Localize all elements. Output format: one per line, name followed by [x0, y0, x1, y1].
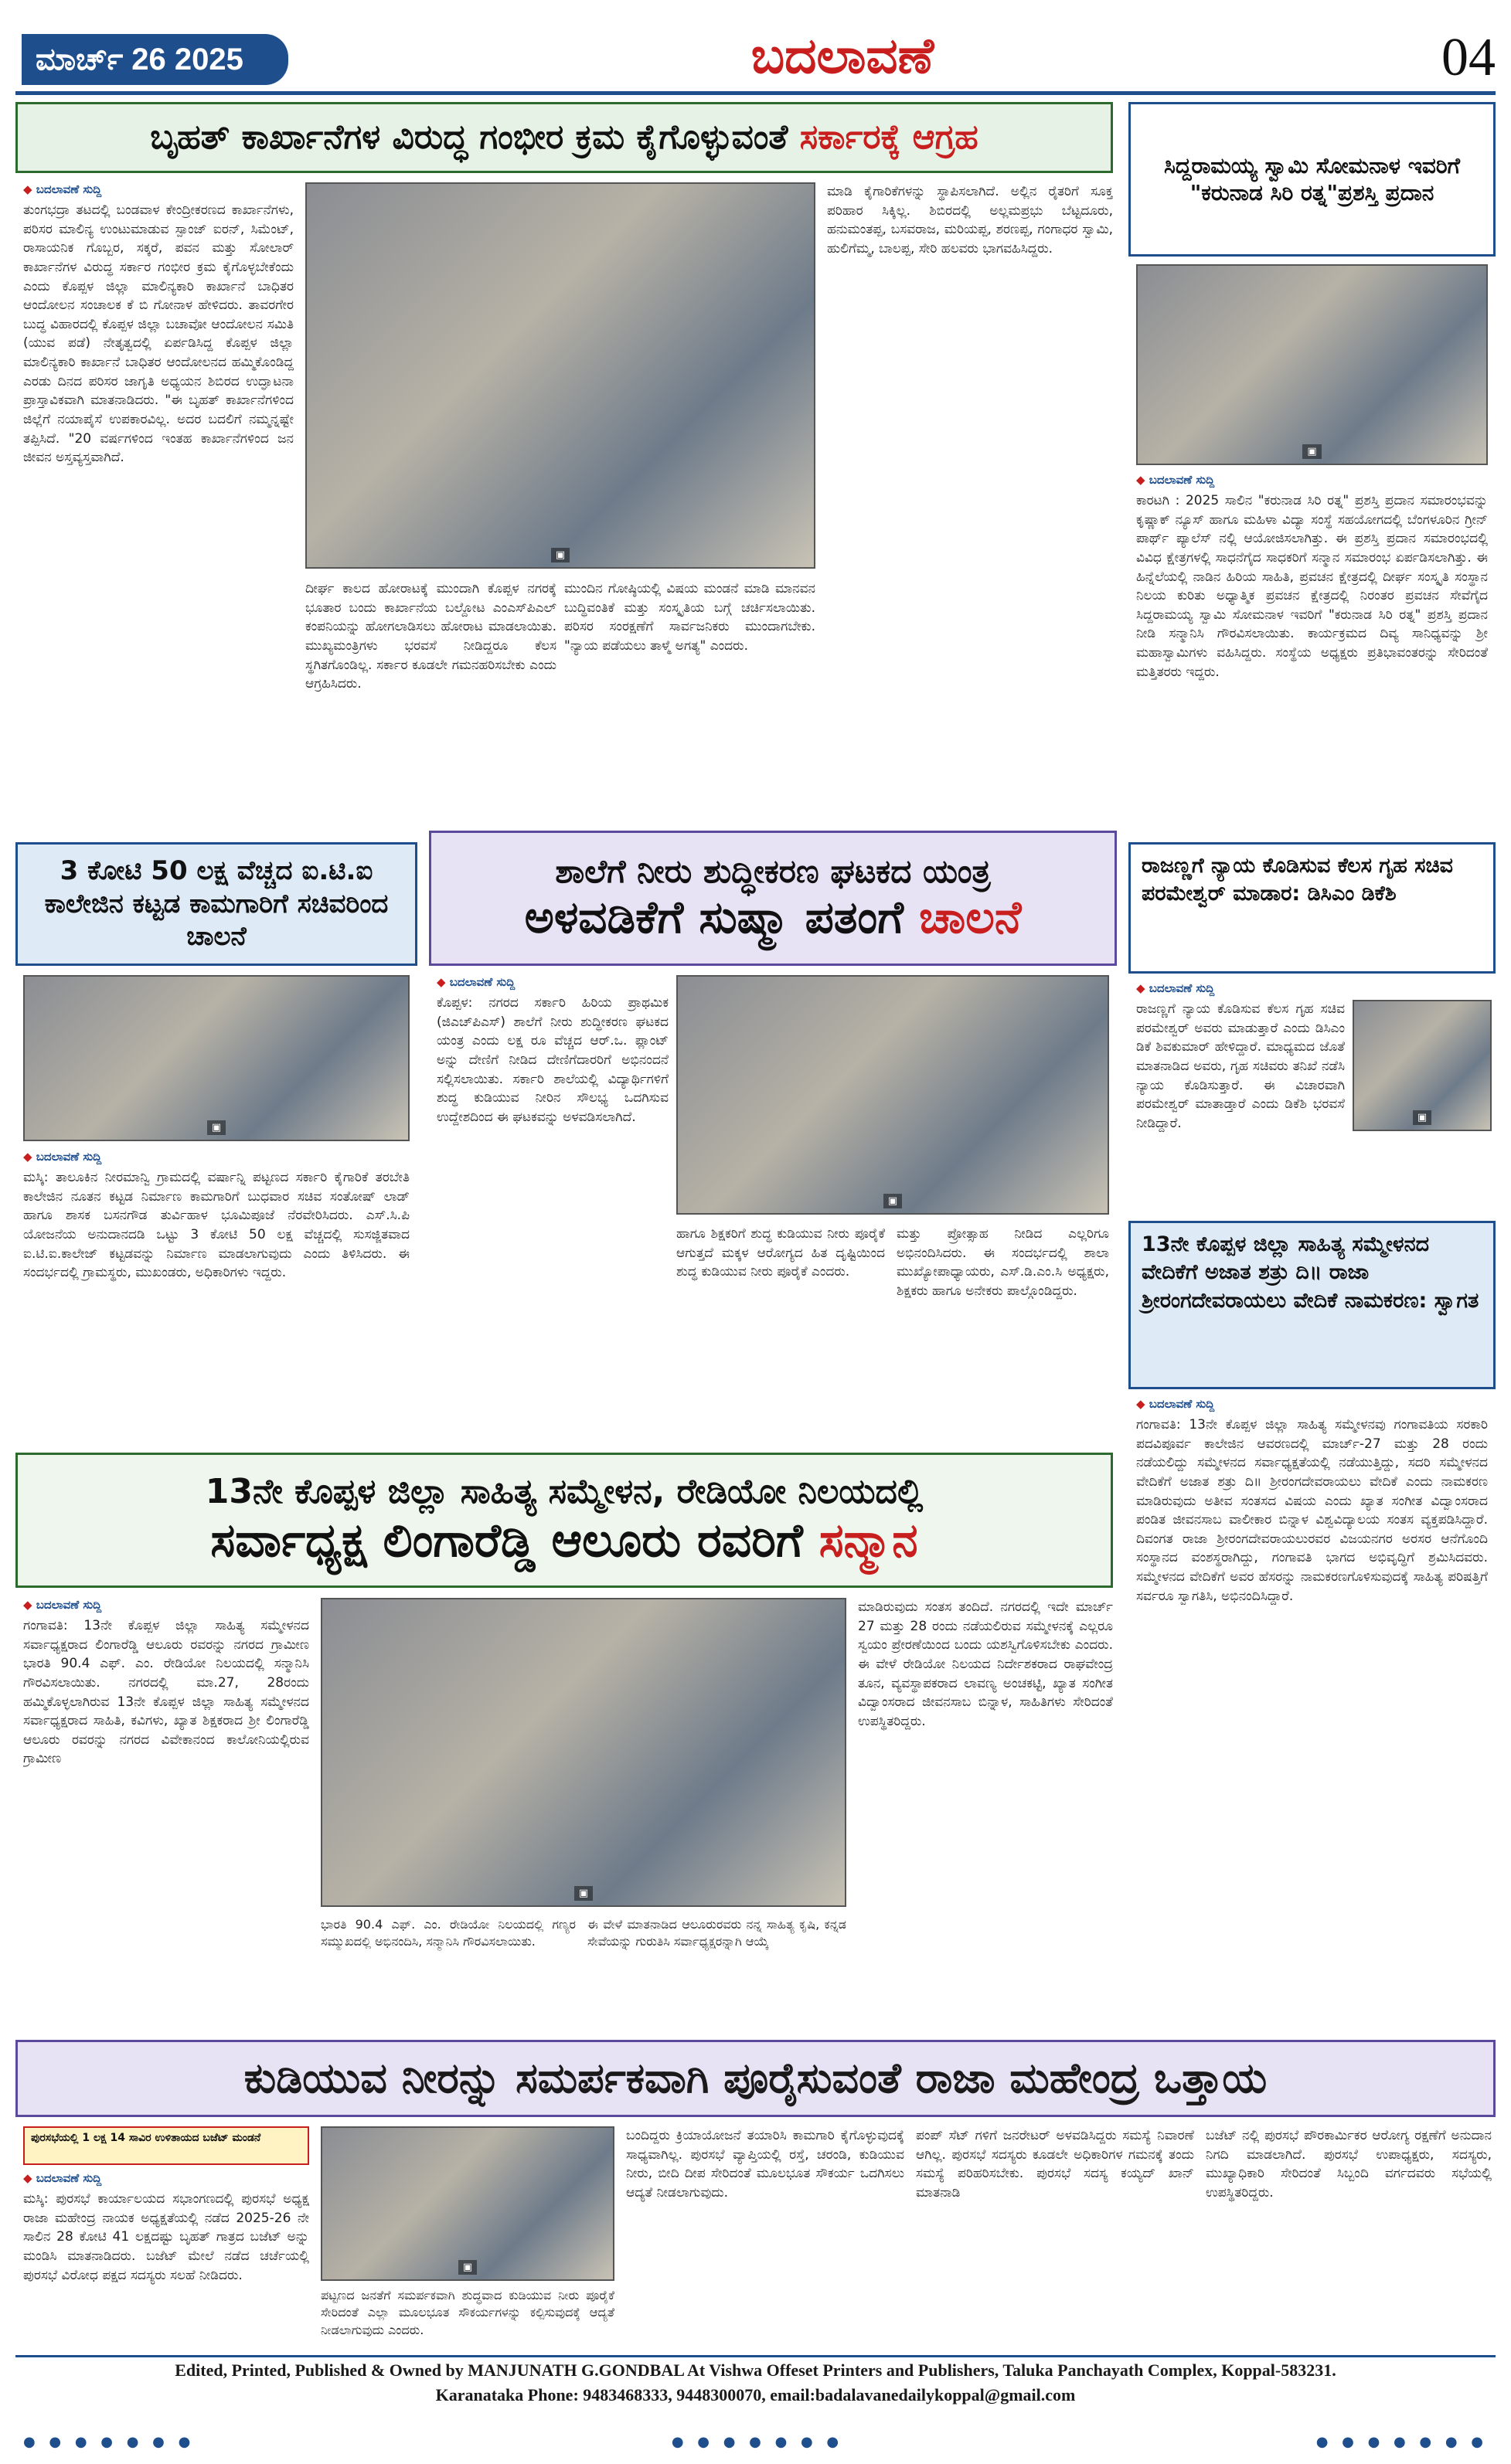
iti-text: ಮಸ್ಕಿ: ತಾಲೂಕಿನ ನೀರಮಾನ್ವಿ ಗ್ರಾಮದಲ್ಲಿ ವರ್ಷಾನ್ನಿ ಪಟ್ಟಣದ ಸರ್ಕಾರಿ ಕೈಗಾರಿಕೆ ತರಬೇತಿ ಕಾಲೇಜಿನ ನೂತನ ಕಟ್ಟಡ ನಿರ್ಮಾಣ ಕಾಮಗಾರಿಗೆ ಬುಧವಾರ ಸಚಿವ ಸಂತೋಷ್ ಲಾಡ್ ಹಾಗೂ ಶಾಸಕ ಬಸನಗೌಡ ತುರ್ವಿಹಾಳ ಭೂಮಿಪೂಜೆ ನೆರವೇರಿಸಿದರು. ಎಸ್.ಸಿ.ಪಿ ಯೋಜನೆಯ ಅನುದಾನದಡಿ ಒಟ್ಟು 3 ಕೋಟಿ 50 ಲಕ್ಷ ವೆಚ್ಚದಲ್ಲಿ ಸುಸಜ್ಜಿತವಾದ ಐ.ಟಿ.ಐ.ಕಾಲೇಜ್ ಕಟ್ಟಡವನ್ನು ನಿರ್ಮಾಣ ಮಾಡಲಾಗುವುದು ಎಂದು ತಿಳಿಸಿದರು. ಈ ಸಂದರ್ಭದಲ್ಲಿ ಗ್ರಾಮಸ್ಥರು, ಮುಖಂಡರು, ಅಧಿಕಾರಿಗಳು ಇದ್ದರು. — [23, 1170, 410, 1281]
samman-col-4: ಮಾಡಿರುವುದು ಸಂತಸ ತಂದಿದೆ. ನಗರದಲ್ಲಿ ಇದೇ ಮಾರ್ಚ್ 27 ಮತ್ತು 28 ರಂದು ನಡೆಯಲಿರುವ ಸಮ್ಮೇಳನಕ್ಕೆ ಎಲ್ಲರೂ ಸ್ವಯಂ ಪ್ರೇರಣೆಯಿಂದ ಬಂದು ಯಶಸ್ವಿಗೊಳಿಸಬೇಕು ಎಂದರು. ಈ ವೇಳೆ ರೇಡಿಯೋ ನಿಲಯದ ನಿರ್ದೇಶಕರಾದ ರಾಘವೇಂದ್ರ ತೂನ, ವ್ಯವಸ್ಥಾಪಕರಾದ ಲಾವಣ್ಯ ಅಂಚಕಟ್ಟಿ, ಖ್ಯಾತ ಸಂಗೀತ ವಿದ್ವಾಂಸರಾದ ಜೀವನಸಾಬ ಬಿನ್ನಾಳ, ಸಾಹಿತಿಗಳು ಸೇರಿದಂತೆ ಉಪಸ್ಥಿತರಿದ್ದರು. — [858, 1599, 1113, 1729]
water-right-text: ಮತ್ತು ಪ್ರೋತ್ಸಾಹ ನೀಡಿದ ಎಲ್ಲರಿಗೂ ಅಭಿನಂದಿಸಿದರು. ಈ ಸಂದರ್ಭದಲ್ಲಿ ಶಾಲಾ ಮುಖ್ಯೋಪಾಧ್ಯಾಯರು, ಎಸ್.ಡಿ.ಎಂ.ಸಿ ಅಧ್ಯಕ್ಷರು, ಶಿಕ್ಷಕರು ಹಾಗೂ ಅನೇಕರು ಪಾಲ್ಗೊಂಡಿದ್ದರು. — [897, 1226, 1109, 1299]
imprint-line-2: Karanataka Phone: 9483468333, 9448300070, email:badalavanedailykoppal@gmail.com — [435, 2385, 1076, 2405]
water-headline-line1: ಶಾಲೆಗೆ ನೀರು ಶುದ್ಧೀಕರಣ ಘಟಕದ ಯಂತ್ರ — [555, 851, 991, 890]
side2-text: ರಾಜಣ್ಣಗೆ ನ್ಯಾಯ ಕೊಡಿಸುವ ಕೆಲಸ ಗೃಹ ಸಚಿವ ಪರಮೇಶ್ವರ್ ಅವರು ಮಾಡುತ್ತಾರೆ ಎಂದು ಡಿಸಿಎಂ ಡಿಕೆ ಶಿವಕುಮಾರ್ ಹೇಳಿದ್ದಾರೆ. ಮಾಧ್ಯಮದ ಜೊತೆ ಮಾತನಾಡಿದ ಅವರು, ಗೃಹ ಸಚಿವರು ತನಿಖೆ ನಡೆಸಿ ನ್ಯಾಯ ಕೊಡಿಸುತ್ತಾರೆ. ಈ ವಿಚಾರವಾಗಿ ಪರಮೇಶ್ವರ್ ಮಾತಾಡ್ತಾರೆ ಎಂದು ಡಿಕೆಶಿ ಭರವಸೆ ನೀಡಿದ್ದಾರೆ. — [1136, 1001, 1345, 1131]
side2-byline: ◆ ಬದಲಾವಣೆ ಸುದ್ದಿ — [1136, 981, 1345, 995]
side1-headline: ಸಿದ್ದರಾಮಯ್ಯ ಸ್ವಾಮಿ ಸೋಮನಾಳ ಇವರಿಗೆ "ಕರುನಾಡ ಸಿರಿ ರತ್ನ"ಪ್ರಶಸ್ತಿ ಪ್ರದಾನ — [1128, 102, 1496, 257]
samman-headline-line1: 13ನೇ ಕೊಪ್ಪಳ ಜಿಲ್ಲಾ ಸಾಹಿತ್ಯ ಸಮ್ಮೇಳನ, ರೇಡಿಯೋ ನಿಲಯದಲ್ಲಿ — [205, 1472, 924, 1512]
water-photo — [676, 975, 1109, 1215]
masthead-title: ಬದಲಾವಣೆ — [750, 28, 934, 85]
water-headline-line2: ಅಳವಡಿಕೆಗೆ ಸುಷ್ಮಾ ಪತಂಗೆ — [524, 890, 904, 943]
samman-col-1: ಗಂಗಾವತಿ: 13ನೇ ಕೊಪ್ಪಳ ಜಿಲ್ಲಾ ಸಾಹಿತ್ಯ ಸಮ್ಮೇಳನದ ಸರ್ವಾಧ್ಯಕ್ಷರಾದ ಲಿಂಗಾರೆಡ್ಡಿ ಆಲೂರು ರವರನ್ನು ನಗರದ ಗ್ರಾಮೀಣ ಭಾರತಿ 90.4 ಎಫ್. ಎಂ. ರೇಡಿಯೋ ನಿಲಯದಲ್ಲಿ ಸನ್ಮಾನಿಸಿ ಗೌರವಿಸಲಾಯಿತು. ನಗರದಲ್ಲಿ ಮಾ.27, 28ರಂದು ಹಮ್ಮಿಕೊಳ್ಳಲಾಗಿರುವ 13ನೇ ಕೊಪ್ಪಳ ಜಿಲ್ಲಾ ಸಾಹಿತ್ಯ ಸಮ್ಮೇಳನದ ಸರ್ವಾಧ್ಯಕ್ಷರಾದ ಸಾಹಿತಿ, ಕವಿಗಳು, ಖ್ಯಾತ ಶಿಕ್ಷಕರಾದ ಶ್ರೀ ಲಿಂಗಾರೆಡ್ಡಿ ಆಲೂರು ರವರನ್ನು ನಗರದ ವಿವೇಕಾನಂದ ಕಾಲೋನಿಯಲ್ಲಿರುವ ಗ್ರಾಮೀಣ — [23, 1618, 309, 1767]
photo-placeholder: ▣ — [883, 1194, 902, 1208]
photo-placeholder: ▣ — [574, 1886, 593, 1901]
lead-col-1: ತುಂಗಭದ್ರಾ ತಟದಲ್ಲಿ ಬಂಡವಾಳ ಕೇಂದ್ರೀಕರಣದ ಕಾರ್ಖಾನೆಗಳು, ಪರಿಸರ ಮಾಲಿನ್ಯ ಉಂಟುಮಾಡುವ ಸ್ಪಾಂಜ್ ಐರನ್, ಸಿಮೆಂಟ್, ರಾಸಾಯನಿಕ ಗೊಬ್ಬರ, ಸಕ್ಕರೆ, ಪವನ ಮತ್ತು ಸೋಲಾರ್ ಕಾರ್ಖಾನೆಗಳ ವಿರುದ್ಧ ಸರ್ಕಾರ ಗಂಭೀರ ಕ್ರಮ ಕೈಗೊಳ್ಳಬೇಕೆಂದು ಎಂದು ಕೊಪ್ಪಳ ಜಿಲ್ಲಾ ಮಾಲಿನ್ಯಕಾರಿ ಕಾರ್ಖಾನೆ ಬಾಧಿತರ ಆಂದೋಲನ ಸಂಚಾಲಕ ಕೆ ಬಿ ಗೋನಾಳ ಹೇಳಿದರು. ತಾವರಗೇರ ಬುದ್ಧ ವಿಹಾರದಲ್ಲಿ ಕೊಪ್ಪಳ ಜಿಲ್ಲಾ ಬಚಾವೋ ಆಂದೋಲನ ಸಮಿತಿ (ಯುವ ಪಡೆ) ನೇತೃತ್ವದಲ್ಲಿ ಏರ್ಪಡಿಸಿದ್ದ ಕೊಪ್ಪಳ ಜಿಲ್ಲಾ ಮಾಲಿನ್ಯಕಾರಿ ಕಾರ್ಖಾನೆ ಬಾಧಿತರ ಆಂದೋಲನದ ಹಮ್ಮಿಕೊಂಡಿದ್ದ ಎರಡು ದಿನದ ಪರಿಸರ ಜಾಗೃತಿ ಅಧ್ಯಯನ ಶಿಬಿರದ ಉದ್ಘಾಟನಾ ಪ್ರಾಸ್ತಾವಿಕವಾಗಿ ಮಾತನಾಡಿದರು. "ಈ ಬೃಹತ್ ಕಾರ್ಖಾನೆಗಳಿಂದ ಜಿಲ್ಲೆಗೆ ನಯಾಪೈಸೆ ಉಪಕಾರವಿಲ್ಲ. ಅದರ ಬದಲಿಗೆ ನಮ್ಮನ್ನಷ್ಟೇ ತಪ್ಪಿಸಿದೆ. "20 ವರ್ಷಗಳಿಂದ ಇಂತಹ ಕಾರ್ಖಾನೆಗಳಿಂದ ಜನ ಜೀವನ ಅಸ್ತವ್ಯಸ್ತವಾಗಿದೆ. — [23, 202, 294, 466]
water-headline — [429, 831, 1117, 966]
lead-col-3: ದೀರ್ಘ ಕಾಲದ ಹೋರಾಟಕ್ಕೆ ಮುಂದಾಗಿ ಕೊಪ್ಪಳ ನಗರಕ್ಕೆ ಭೂತಾರ ಬಂದು ಕಾರ್ಖಾನೆಯ ಬಲ್ದೋಟ ಎಂಎಸ್‌ಪಿಎಲ್ ಕಂಪನಿಯನ್ನು ಹೋಗಲಾಡಿಸಲು ಹೋರಾಟ ಮಾಡಲಾಯಿತು. ಮುಖ್ಯಮಂತ್ರಿಗಳು ಭರವಸೆ ನೀಡಿದ್ದರೂ ಕೆಲಸ ಸ್ಥಗಿತಗೊಂಡಿಲ್ಲ. ಸರ್ಕಾರ ಕೂಡಲೇ ಗಮನಹರಿಸಬೇಕು ಎಂದು ಆಗ್ರಹಿಸಿದರು. — [305, 581, 556, 692]
photo-placeholder: ▣ — [207, 1120, 226, 1135]
header-rule — [15, 91, 1496, 95]
imprint-line-1: Edited, Printed, Published & Owned by MANJUNATH G.GONDBAL At Vishwa Offeset Printers and Publishers, Taluka Panchayath Complex, Koppal-583231. — [175, 2360, 1336, 2380]
dw-sub-box — [23, 2126, 309, 2165]
photo-placeholder: ▣ — [458, 2260, 477, 2275]
samman-caption-mid: ಈ ವೇಳೆ ಮಾತನಾಡಿದ ಆಲೂರುರವರು ನನ್ನ ಸಾಹಿತ್ಯ ಕೃಷಿ, ಕನ್ನಡ ಸೇವೆಯನ್ನು ಗುರುತಿಸಿ ಸರ್ವಾಧ್ಯಕ್ಷರನ್ನಾಗಿ ಆಯ್ಕೆ — [587, 1917, 846, 1949]
footer-dots-left: ● ● ● ● ● ● ● — [23, 2434, 196, 2450]
imprint — [15, 2358, 1496, 2412]
side1-photo — [1136, 264, 1488, 465]
side1-text: ಕಾರಟಗಿ : 2025 ಸಾಲಿನ "ಕರುನಾಡ ಸಿರಿ ರತ್ನ" ಪ್ರಶಸ್ತಿ ಪ್ರದಾನ ಸಮಾರಂಭವನ್ನು ಕೃಷ್ಣಾಕ್ ನ್ಯೂಸ್ ಹಾಗೂ ಮಹಿಳಾ ವಿದ್ಯಾ ಸಂಸ್ಥೆ ಸಹಯೋಗದಲ್ಲಿ ಬೆಂಗಳೂರಿನ ಗ್ರೀನ್ ಪಾರ್ಥ್ ಪ್ಯಾಲೆಸ್ ನಲ್ಲಿ ಆಯೋಜಿಸಲಾಗಿತ್ತು. ಈ ಪ್ರಶಸ್ತಿ ಪ್ರದಾನ ಸಮಾರಂಭದಲ್ಲಿ ವಿವಿಧ ಕ್ಷೇತ್ರಗಳಲ್ಲಿ ಸಾಧನೆಗೈದ ಸಾಧಕರಿಗೆ ಸನ್ಮಾನ ಸಮಾರಂಭ ಏರ್ಪಡಿಸಲಾಗಿತ್ತು. ಈ ಹಿನ್ನೆಲೆಯಲ್ಲಿ ನಾಡಿನ ಹಿರಿಯ ಸಾಹಿತಿ, ಪ್ರವಚನ ಕ್ಷೇತ್ರದಲ್ಲಿ ದೀರ್ಘ ಸಂಸ್ಕೃತಿ ಸಂಸ್ಥಾನ ನಿಲಯ ಕುರಿತು ಅಧ್ಯಾತ್ಮಿಕ ಪ್ರವಚನ ಕ್ಷೇತ್ರದಲ್ಲಿ ನಿರಂತರ ಪ್ರವಚನ ಸೇವೆಗೈದ ಸಿದ್ದರಾಮಯ್ಯ ಸ್ವಾಮಿ ಸೋಮನಾಳ ಇವರಿಗೆ "ಕರುನಾಡ ಸಿರಿ ರತ್ನ" ಪ್ರಶಸ್ತಿ ಪ್ರದಾನ ನೀಡಿ ಸನ್ಮಾನಿಸಿ ಗೌರವಿಸಲಾಯಿತು. ಕಾರ್ಯಕ್ರಮದ ದಿವ್ಯ ಸಾನಿಧ್ಯವನ್ನು ಶ್ರೀ ಮಹಾಸ್ವಾಮಿಗಳು ವಹಿಸಿದ್ದರು. ಸಂಸ್ಥೆಯ ಅಧ್ಯಕ್ಷರು ಪ್ರತಿಭಾವಂತರನ್ನು ಸೇರಿದಂತೆ ಮತ್ತಿತರರು ಇದ್ದರು. — [1136, 493, 1488, 680]
side3-headline: 13ನೇ ಕೊಪ್ಪಳ ಜಿಲ್ಲಾ ಸಾಹಿತ್ಯ ಸಮ್ಮೇಳನದ ವೇದಿಕೆಗೆ ಅಜಾತ ಶತ್ರು ದಿ॥ ರಾಜಾ ಶ್ರೀರಂಗದೇವರಾಯಲು ವೇದಿಕೆ ನಾಮಕರಣ: ಸ್ವಾಗತ — [1142, 1232, 1479, 1313]
photo-placeholder: ▣ — [1302, 444, 1321, 459]
water-photo-text: ಹಾಗೂ ಶಿಕ್ಷಕರಿಗೆ ಶುದ್ಧ ಕುಡಿಯುವ ನೀರು ಪೂರೈಕೆ ಆಗುತ್ತದೆ ಮಕ್ಕಳ ಆರೋಗ್ಯದ ಹಿತ ದೃಷ್ಟಿಯಿಂದ ಶುದ್ಧ ಕುಡಿಯುವ ನೀರು ಪೂರೈಕೆ ಎಂದರು. — [676, 1226, 885, 1280]
page-number: 04 — [1441, 28, 1496, 87]
samman-byline: ◆ ಬದಲಾವಣೆ ಸುದ್ದಿ — [23, 1598, 317, 1612]
dw-col-1: ಮಸ್ಕಿ: ಪುರಸಭೆ ಕಾರ್ಯಾಲಯದ ಸಭಾಂಗಣದಲ್ಲಿ ಪುರಸಭೆ ಅಧ್ಯಕ್ಷ ರಾಜಾ ಮಹೇಂದ್ರ ನಾಯಕ ಅಧ್ಯಕ್ಷತೆಯಲ್ಲಿ ನಡೆದ 2025-26 ನೇ ಸಾಲಿನ 28 ಕೋಟಿ 41 ಲಕ್ಷದಷ್ಟು ಬೃಹತ್ ಗಾತ್ರದ ಬಜೆಟ್ ಅನ್ನು ಮಂಡಿಸಿ ಮಾತನಾಡಿದರು. ಬಜೆಟ್ ಮೇಲೆ ನಡೆದ ಚರ್ಚೆಯಲ್ಲಿ ಪುರಸಭೆ ವಿರೋಧ ಪಕ್ಷದ ಸದಸ್ಯರು ಸಲಹೆ ನೀಡಿದರು. — [23, 2191, 309, 2283]
side3-text: ಗಂಗಾವತಿ: 13ನೇ ಕೊಪ್ಪಳ ಜಿಲ್ಲಾ ಸಾಹಿತ್ಯ ಸಮ್ಮೇಳನವು ಗಂಗಾವತಿಯ ಸರಕಾರಿ ಪದವಿಪೂರ್ವ ಕಾಲೇಜಿನ ಆವರಣದಲ್ಲಿ ಮಾರ್ಚ್-27 ಮತ್ತು 28 ರಂದು ನಡೆಯಲಿದ್ದು ಸಮ್ಮೇಳನದ ಸರ್ವಾಧ್ಯಕ್ಷತೆಯಲ್ಲಿ ನಡೆಯುತ್ತಿದ್ದು, ಸದರಿ ಸಮ್ಮೇಳನದ ವೇದಿಕೆಗೆ ಅಜಾತ ಶತ್ರು ದಿ॥ ಶ್ರೀರಂಗದೇವರಾಯಲು ವೇದಿಕೆ ಎಂದು ನಾಮಕರಣ ಮಾಡಿರುವುದು ಅತೀವ ಸಂತಸದ ವಿಷಯ ಎಂದು ಖ್ಯಾತ ಸಂಗೀತ ವಿದ್ವಾಂಸರಾದ ಪಂಡಿತ ಜೀವನಸಾಬ ವಾಲೀಕಾರ ಬಿನ್ನಾಳ ವಿಶ್ವವಿದ್ಯಾಲಯ ಸಂತಸ ವ್ಯಕ್ತಪಡಿಸಿದ್ದಾರೆ. ದಿವಂಗತ ರಾಜಾ ಶ್ರೀರಂಗದೇವರಾಯಲುರವರ ವಿಜಯನಗರ ಅರಸರ ಆನೆಗೊಂದಿ ಸಂಸ್ಥಾನದ ವಂಶಸ್ಥರಾಗಿದ್ದು, ಗಂಗಾವತಿ ಭಾಗದ ಅಭಿವೃದ್ಧಿಗೆ ಶ್ರಮಿಸಿದವರು. ಸಮ್ಮೇಳನದ ವೇದಿಕೆಗೆ ಅವರ ಹೆಸರನ್ನು ನಾಮಕರಣಗೊಳಿಸುವುದಕ್ಕೆ ಸಾಹಿತ್ಯ ಪರಿಷತ್ತಿಗೆ ಸರ್ವರೂ ಸ್ವಾಗತಿಸಿ, ಅಭಿನಂದಿಸಿದ್ದಾರೆ. — [1136, 1417, 1488, 1604]
dw-col-4: ಬಜೆಟ್ ನಲ್ಲಿ ಪುರಸಭೆ ಪೌರಕಾರ್ಮಿಕರ ಆರೋಗ್ಯ ರಕ್ಷಣೆಗೆ ಅನುದಾನ ನಿಗದಿ ಮಾಡಲಾಗಿದೆ. ಪುರಸಭೆ ಉಪಾಧ್ಯಕ್ಷರು, ಸದಸ್ಯರು, ಮುಖ್ಯಾಧಿಕಾರಿ ಸೇರಿದಂತೆ ಸಿಬ್ಬಂದಿ ವರ್ಗದವರು ಸಭೆಯಲ್ಲಿ ಉಪಸ್ಥಿತರಿದ್ದರು. — [1206, 2128, 1492, 2201]
side3-box — [1128, 1221, 1496, 1389]
side2-headline: ರಾಜಣ್ಣಗೆ ನ್ಯಾಯ ಕೊಡಿಸುವ ಕೆಲಸ ಗೃಹ ಸಚಿವ ಪರಮೇಶ್ವರ್ ಮಾಡಾರ: ಡಿಸಿಎಂ ಡಿಕೆಶಿ — [1142, 854, 1453, 906]
side3-byline: ◆ ಬದಲಾವಣೆ ಸುದ್ದಿ — [1136, 1397, 1488, 1411]
samman-photo — [321, 1598, 846, 1907]
samman-caption-left: ಭಾರತಿ 90.4 ಎಫ್. ಎಂ. ರೇಡಿಯೋ ನಿಲಯದಲ್ಲಿ ಗಣ್ಯರ ಸಮ್ಮುಖದಲ್ಲಿ ಅಭಿನಂದಿಸಿ, ಸನ್ಮಾನಿಸಿ ಗೌರವಿಸಲಾಯಿತು. — [321, 1917, 576, 1949]
issue-date: ಮಾರ್ಚ್ 26 2025 — [22, 34, 288, 85]
side2-photo — [1353, 1000, 1492, 1131]
dw-photo — [321, 2126, 614, 2281]
dw-headline: ಕುಡಿಯುವ ನೀರನ್ನು ಸಮರ್ಪಕವಾಗಿ ಪೂರೈಸುವಂತೆ ರಾಜಾ ಮಹೇಂದ್ರ ಒತ್ತಾಯ — [15, 2040, 1496, 2117]
samman-headline-line2-wrap — [210, 1513, 917, 1568]
dw-byline: ◆ ಬದಲಾವಣೆ ಸುದ್ದಿ — [23, 2171, 309, 2185]
side2-box — [1128, 842, 1496, 974]
lead-col-5: ಮಾಡಿ ಕೈಗಾರಿಕೆಗಳನ್ನು ಸ್ಥಾಪಿಸಲಾಗಿದೆ. ಅಲ್ಲಿನ ರೈತರಿಗೆ ಸೂಕ್ತ ಪರಿಹಾರ ಸಿಕ್ಕಿಲ್ಲ. ಶಿಬಿರದಲ್ಲಿ ಅಲ್ಲಮಪ್ರಭು ಬೆಟ್ಟದೂರು, ಹನುಮಂತಪ್ಪ, ಬಸವರಾಜ, ಮರಿಯಪ್ಪ, ಶರಣಪ್ಪ, ಗಂಗಾಧರ ಸ್ವಾಮಿ, ಹುಲಿಗೆಮ್ಮ, ಬಾಲಪ್ಪ, ಸೇರಿ ಹಲವರು ಭಾಗವಹಿಸಿದ್ದರು. — [827, 184, 1113, 257]
lead-headline — [15, 102, 1113, 173]
iti-byline: ◆ ಬದಲಾವಣೆ ಸುದ್ದಿ — [23, 1150, 410, 1164]
footer-rule — [15, 2355, 1496, 2357]
footer-dots-right: ● ● ● ● ● ● ● — [1315, 2434, 1488, 2450]
lead-headline-main: ಬೃಹತ್ ಕಾರ್ಖಾನೆಗಳ ವಿರುದ್ಧ ಗಂಭೀರ ಕ್ರಮ ಕೈಗೊಳ್ಳುವಂತೆ — [150, 117, 788, 157]
samman-headline-highlight: ಸನ್ಮಾನ — [818, 1513, 918, 1568]
dw-col-3: ಪಂಪ್ ಸೆಟ್ ಗಳಿಗೆ ಜನರೇಟರ್ ಅಳವಡಿಸಿದ್ದರು ಸಮಸ್ಯೆ ನಿವಾರಣೆ ಆಗಿಲ್ಲ. ಪುರಸಭೆ ಸದಸ್ಯರು ಕೂಡಲೇ ಅಧಿಕಾರಿಗಳ ಗಮನಕ್ಕೆ ತಂದು ಸಮಸ್ಯೆ ಪರಿಹರಿಸಬೇಕು. ಪುರಸಭೆ ಸದಸ್ಯ ಕಯ್ಯದ್ ಖಾನ್ ಮಾತನಾಡಿ — [916, 2128, 1194, 2201]
photo-placeholder: ▣ — [1413, 1110, 1431, 1125]
iti-headline: 3 ಕೋಟಿ 50 ಲಕ್ಷ ವೆಚ್ಚದ ಐ.ಟಿ.ಐ ಕಾಲೇಜಿನ ಕಟ್ಟಡ ಕಾಮಗಾರಿಗೆ ಸಚಿವರಿಂದ ಚಾಲನೆ — [15, 842, 417, 966]
iti-photo — [23, 975, 410, 1141]
lead-byline: ◆ ಬದಲಾವಣೆ ಸುದ್ದಿ — [23, 182, 301, 196]
dw-col-2: ಬಂದಿದ್ದರು ಕ್ರಿಯಾಯೋಜನೆ ತಯಾರಿಸಿ ಕಾಮಗಾರಿ ಕೈಗೊಳ್ಳುವುದಕ್ಕೆ ಸಾಧ್ಯವಾಗಿಲ್ಲ. ಪುರಸಭೆ ವ್ಯಾಪ್ತಿಯಲ್ಲಿ ರಸ್ತೆ, ಚರಂಡಿ, ಕುಡಿಯುವ ನೀರು, ಬೀದಿ ದೀಪ ಸೇರಿದಂತೆ ಮೂಲಭೂತ ಸೌಕರ್ಯ ಒದಗಿಸಲು ಆದ್ಯತೆ ನೀಡಲಾಗುವುದು. — [626, 2128, 904, 2201]
lead-photo — [305, 182, 815, 569]
photo-placeholder: ▣ — [551, 548, 570, 562]
footer-dots-center: ● ● ● ● ● ● ● — [671, 2434, 844, 2450]
water-byline: ◆ ಬದಲಾವಣೆ ಸುದ್ದಿ — [437, 975, 669, 989]
water-text: ಕೊಪ್ಪಳ: ನಗರದ ಸರ್ಕಾರಿ ಹಿರಿಯ ಪ್ರಾಥಮಿಕ (ಜಿಎಚ್‌ಪಿಎಸ್) ಶಾಲೆಗೆ ನೀರು ಶುದ್ಧೀಕರಣ ಘಟಕದ ಯಂತ್ರ ಎಂದು ಲಕ್ಷ ರೂ ವೆಚ್ಚದ ಆರ್.ಒ. ಪ್ಲಾಂಟ್ ಅನ್ನು ದೇಣಿಗೆ ನೀಡಿದ ದೇಣಿಗೆದಾರರಿಗೆ ಅಭಿನಂದನೆ ಸಲ್ಲಿಸಲಾಯಿತು. ಸರ್ಕಾರಿ ಶಾಲೆಯಲ್ಲಿ ವಿದ್ಯಾರ್ಥಿಗಳಿಗೆ ಶುದ್ಧ ಕುಡಿಯುವ ನೀರಿನ ಸೌಲಭ್ಯ ಒದಗಿಸುವ ಉದ್ದೇಶದಿಂದ ಈ ಘಟಕವನ್ನು ಅಳವಡಿಸಲಾಗಿದೆ. — [437, 995, 669, 1125]
samman-headline — [15, 1453, 1113, 1588]
lead-headline-highlight: ಸರ್ಕಾರಕ್ಕೆ ಆಗ್ರಹ — [799, 117, 978, 157]
dw-caption: ಪಟ್ಟಣದ ಜನತೆಗೆ ಸಮರ್ಪಕವಾಗಿ ಶುದ್ಧವಾದ ಕುಡಿಯುವ ನೀರು ಪೂರೈಕೆ ಸೇರಿದಂತೆ ಎಲ್ಲಾ ಮೂಲಭೂತ ಸೌಕರ್ಯಗಳನ್ನು ಕಲ್ಪಿಸುವುದಕ್ಕೆ ಆದ್ಯತೆ ನೀಡಲಾಗುವುದು ಎಂದರು. — [321, 2288, 614, 2337]
water-headline-line2-wrap — [525, 891, 1022, 945]
samman-headline-line2: ಸರ್ವಾಧ್ಯಕ್ಷ ಲಿಂಗಾರೆಡ್ಡಿ ಆಲೂರು ರವರಿಗೆ — [210, 1513, 803, 1568]
lead-col-4: ಮುಂದಿನ ಗೋಷ್ಠಿಯಲ್ಲಿ ವಿಷಯ ಮಂಡನೆ ಮಾಡಿ ಮಾನವನ ಬುದ್ಧಿವಂತಿಕೆ ಮತ್ತು ಸಂಸ್ಕೃತಿಯ ಬಗ್ಗೆ ಚರ್ಚಿಸಲಾಯಿತು. ಪರಿಸರ ಸಂರಕ್ಷಣೆಗೆ ಸಾರ್ವಜನಿಕರು ಮುಂದಾಗಬೇಕು. "ನ್ಯಾಯ ಪಡೆಯಲು ತಾಳ್ಮೆ ಅಗತ್ಯ" ಎಂದರು. — [564, 581, 815, 654]
side1-byline: ◆ ಬದಲಾವಣೆ ಸುದ್ದಿ — [1136, 473, 1488, 487]
water-headline-highlight: ಚಾಲನೆ — [919, 890, 1022, 943]
dw-sub-text: ಪುರಸಭೆಯಲ್ಲಿ 1 ಲಕ್ಷ 14 ಸಾವಿರ ಉಳಿತಾಯದ ಬಜೆಟ್ ಮಂಡನೆ — [31, 2132, 261, 2144]
